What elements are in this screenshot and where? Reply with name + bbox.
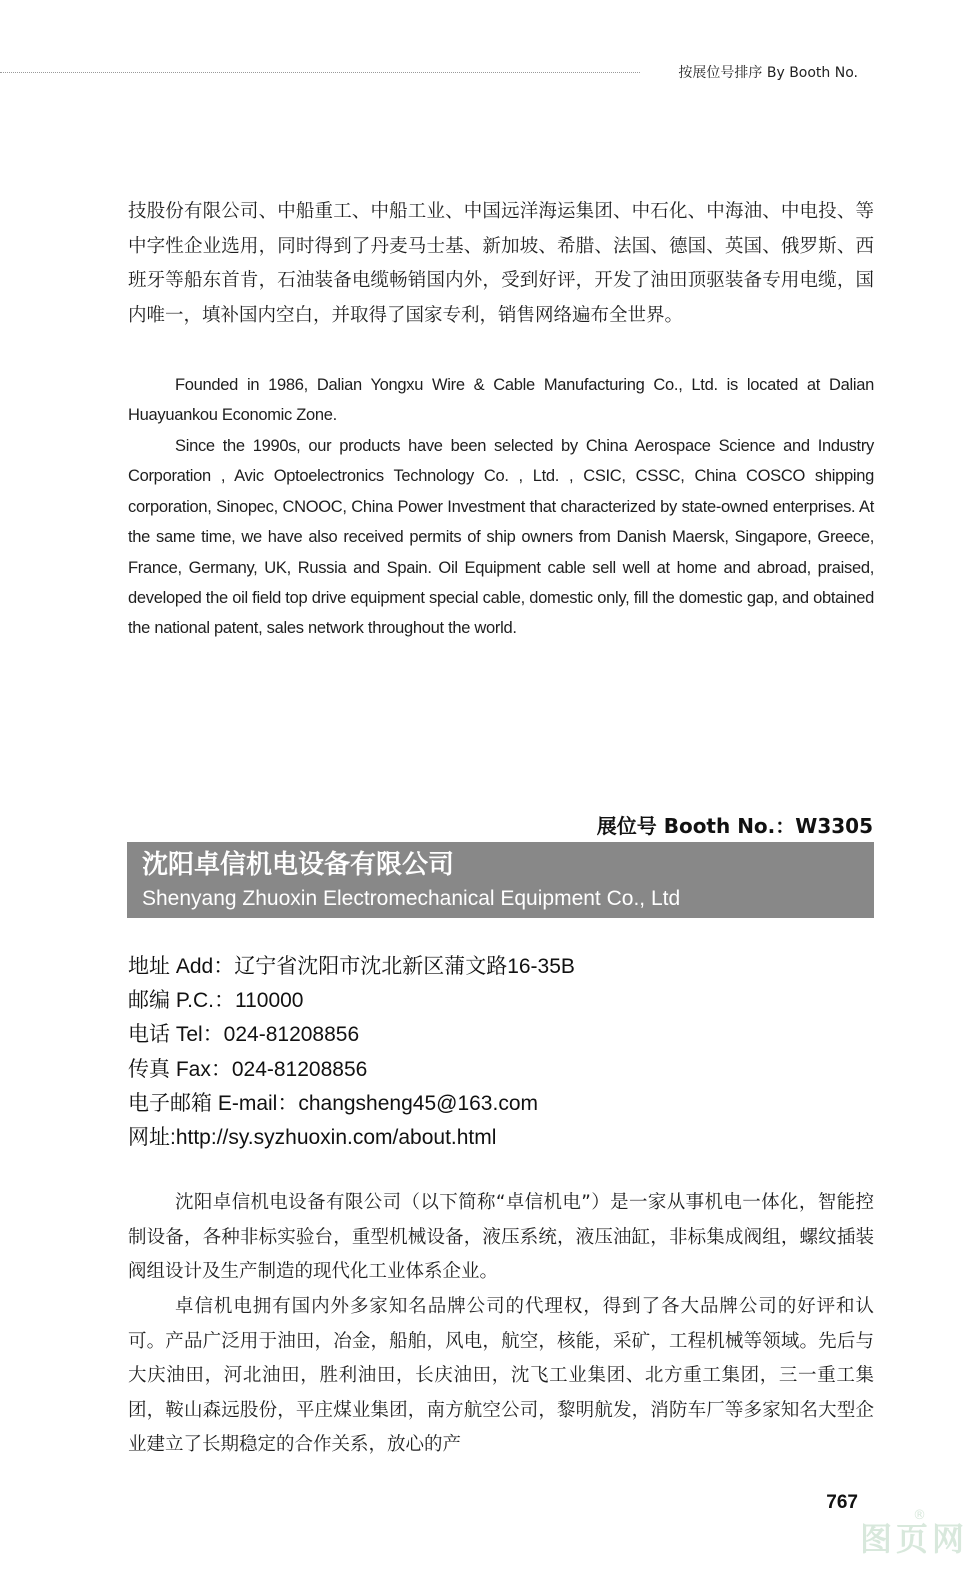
prev-company-en-paragraph-2: Since the 1990s, our products have been selected by China Aerospace Science and Industry Corporation , Avic Optoelectronics Technology Co. , Ltd. , CSIC, CSSC, China COSCO shipping corporation, Sinopec, CNOOC, China Power Investment that characterized by state-owned enterprises. At the same time, we have also received permits of ship owners from Danish Maersk, Singapore, Greece, France, Germany, UK, Russia and Spain. Oil Equipment cable sell well at home and abroad, praised, developed the oil field top drive equipment special cable, domestic only, fill the domestic gap, and obtained the national patent, sales network throughout the world. bbox=[128, 437, 874, 638]
contact-website: 网址:http://sy.syzhuoxin.com/about.html bbox=[128, 1126, 497, 1150]
company-name-cn: 沈阳卓信机电设备有限公司 bbox=[142, 850, 455, 880]
company-cn-paragraph-1: 沈阳卓信机电设备有限公司（以下简称“卓信机电”）是一家从事机电一体化，智能控制设备，各种非标实验台，重型机械设备，液压系统，液压油缸，非标集成阀组，螺纹插装阀组设计及生产制造的现代化工业体系企业。 bbox=[128, 1192, 874, 1282]
booth-number: 展位号 Booth No.：W3305 bbox=[596, 814, 873, 838]
company-cn-paragraph-2: 卓信机电拥有国内外多家知名品牌公司的代理权，得到了各大品牌公司的好评和认可。产品广泛用于油田，冶金，船舶，风电，航空，核能，采矿，工程机械等领域。先后与大庆油田，河北油田，胜利油田，长庆油田，沈飞工业集团、北方重工集团，三一重工集团，鞍山森远股份，平庄煤业集团，南方航空公司，黎明航发，消防车厂等多家知名大型企业建立了长期稳定的合作关系，放心的产 bbox=[128, 1296, 874, 1455]
contact-email: 电子邮箱 E-mail：changsheng45@163.com bbox=[128, 1091, 538, 1115]
company-name-banner bbox=[127, 842, 874, 918]
page-number: 767 bbox=[826, 1492, 858, 1513]
header-dotted-rule bbox=[0, 72, 640, 73]
section-header-label: 按展位号排序 By Booth No. bbox=[678, 65, 858, 81]
contact-address: 地址 Add：辽宁省沈阳市沈北新区蒲文路16-35B bbox=[128, 955, 575, 978]
prev-company-cn-paragraph: 技股份有限公司、中船重工、中船工业、中国远洋海运集团、中石化、中海油、中电投、等中字性企业选用，同时得到了丹麦马士基、新加坡、希腊、法国、德国、英国、俄罗斯、西班牙等船东首肯，石油装备电缆畅销国内外，受到好评，开发了油田顶驱装备专用电缆，国内唯一，填补国内空白，并取得了国家专利，销售网络遍布全世界。 bbox=[128, 201, 874, 326]
watermark-logo: 图页网 bbox=[859, 1520, 968, 1558]
contact-postcode: 邮编 P.C.：110000 bbox=[128, 989, 304, 1013]
contact-tel: 电话 Tel：024-81208856 bbox=[128, 1023, 360, 1047]
contact-fax: 传真 Fax：024-81208856 bbox=[128, 1057, 368, 1081]
prev-company-en-paragraph-1: Founded in 1986, Dalian Yongxu Wire & Cable Manufacturing Co., Ltd. is located at Dalian Huayuankou Economic Zone. bbox=[128, 376, 874, 425]
watermark-registered-mark: ® bbox=[913, 1508, 926, 1523]
company-name-en: Shenyang Zhuoxin Electromechanical Equipment Co., Ltd bbox=[142, 887, 681, 910]
contact-info bbox=[128, 950, 874, 1155]
